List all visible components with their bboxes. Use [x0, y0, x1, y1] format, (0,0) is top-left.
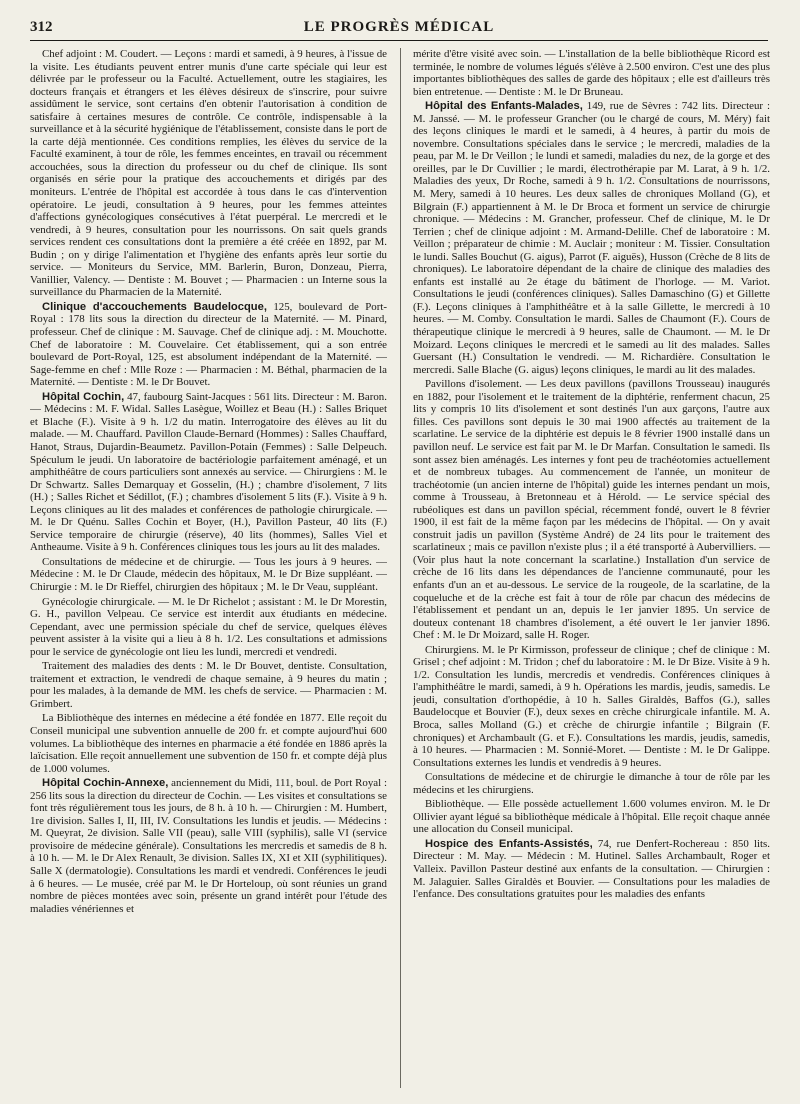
paragraph: Gynécologie chirurgicale. — M. le Dr Richelot ; assistant : M. le Dr Morestin, G. H., pavillon Velpeau. Ce service est interdit aux étudiants en médecine. Cependant, avec une permission spéciale du chef de service, quelques élèves peuvent assister à la visite qui a lieu à 8 h. 1/2. Les consultations et admissions pour le service de gynécologie ont lieu les lundi, mercredi et vendredi. [30, 595, 387, 658]
paragraph: Hôpital des Enfants-Malades, 149, rue de Sèvres : 742 lits. Directeur : M. Janssé. — M. le professeur Grancher (ou le chargé de cours, M. Méry) fait des leçons cliniques le mardi et le samedi, à 4 heures, à partir du mois de novembre. Consultations spéciales dans le service ; le mercredi, maladies de la peau, par M. le Dr Veillon ; le lundi et samedi, maladies du nez, de la gorge et des oreilles, par le Dr Cuvillier ; le mardi, électrothérapie par M. Larat, à 9 h. 1/2. Maladies des yeux, Dr Roche, samedi à 9 h. 1/2. Consultations de nourrissons, M. Mery, samedi à 10 heures. Les deux salles de chroniques Molland (G), et Bilgrain (F.) appartiennent à M. le Dr Broca et forment un service de chirurgie chronique. — Médecins : M. Grancher, professeur. Chef de clinique, M. le Dr Terrien ; chef de clinique adjoint : M. Armand-Delille. Chef de laboratoire : M. Veillon ; préparateur de chimie : M. Auclair ; moniteur : M. Tissier. Consultation le lundi. Salles Bouchut (G. aigus), Parrot (F. aiguës), Husson (Crèche de 8 lits de chroniques). Le laboratoire dépendant de la chaire de clinique des maladies des enfants est installé au 2e étage du bâtiment de l'horloge. — M. Variot. Consultations le jeudi (conférences cliniques). Salles Damaschino (G) et Gillette (F.). Leçons cliniques à l'amphithéâtre et à la salle Gillette, le mercredi à 10 heures. — M. Comby. Consultation le mardi. Salles de Chaumont (F.). Cours de thérapeutique clinique le mercredi à 9 heures, salle de Chaumont. — M. le Dr Moizard. Leçons cliniques le mercredi et le samedi au lit des malades. Salles Guersant (H.) Consultation le vendredi. — M. Richardière. Consultation le mercredi. Salle Blache (G. aigus) leçons cliniques, le mardi au lit des malades. [413, 100, 770, 376]
paragraph: Consultations de médecine et de chirurgie le dimanche à tour de rôle par les médecins et les chirurgiens. [413, 771, 770, 796]
text-columns [30, 48, 770, 1092]
paragraph: Chirurgiens. M. le Pr Kirmisson, professeur de clinique ; chef de clinique : M. Grisel ; chef adjoint : M. Tridon ; chef du laboratoire : M. le Dr Bize. Visite à 9 h. 1/2. Consultation les lundis, mercredis et vendredis. Conférences cliniques à l'amphithéâtre le mardi, samedi, à 9 h. Opérations les mardis, jeudis, samedis. Le jeudi, consultation d'orthopédie, à 10 h. Salles Giraldès, Baffos (G.), salles Baudelocque et Bouvier (F.), deux sexes en crèche chirurgicale infantile. M. A. Broca, salles Molland (G.) et crèche de chirurgie infantile ; Bilgrain (F. chroniques) et Archambault (G. et F.). Consultations les mardis, jeudis, samedis, à 10 heures. — Pharmacien : M. Sonnié-Moret. — Dentiste : M. le Dr Galippe. Consultations externes les lundis et vendredis à 9 heures. [413, 643, 770, 769]
right-column [413, 48, 770, 1092]
paragraph: Consultations de médecine et de chirurgie. — Tous les jours à 9 heures. — Médecine : M. le Dr Claude, médecin des hôpitaux, M. le Dr Bize suppléant. — Chirurgie : M. le Dr Rieffel, chirurgien des hôpitaux ; M. le Dr Veau, suppléant. [30, 555, 387, 593]
paragraph: Hôpital Cochin, 47, faubourg Saint-Jacques : 561 lits. Directeur : M. Baron. — Médecins : M. F. Widal. Salles Lasègue, Woillez et Beau (H.) : Salles Briquet et Blache (F.). Visite à 9 h. 1/2 du matin. Interrogatoire des élèves au lit du malade. — M. Chauffard. Pavillon Claude-Bernard (Hommes) : Salles Chauffard, Hanot, Straus, Dujardin-Beaumetz. Pavillon-Potain (Femmes) : Salle Delpeuch. Spéculum le jeudi. Un laboratoire de bactériologie parfaitement aménagé, et un amphithéâtre de cours particuliers sont annexés au service. — Chirurgiens : M. le Dr Schwartz. Salles Demarquay et Gosselin, (H.) ; chambre d'isolement, 7 lits (H.) ; Salles Richet et Sédillot, (F.) ; chambres d'isolement 5 lits (F.). Visite à 9 h. Leçons cliniques au lit des malades et conférences de pathologie chirurgicale. — M. le Dr Quénu. Salles Cochin et Boyer, (H.), Pavillon Pasteur, 40 lits (F.) Service temporaire de chirurgie (réserve), 40 lits (hommes), Salles Viel et Antheaume. Visite à 9 h. Conférences cliniques tous les jours au lit des malades. [30, 390, 387, 554]
page-number: 312 [30, 18, 53, 35]
paragraph: Pavillons d'isolement. — Les deux pavillons (pavillons Trousseau) inaugurés en 1882, pour l'isolement et le traitement de la diphtérie, renferment chacun, 25 lits y compris 10 lits d'isolement et sont destinés l'un aux garçons, l'autre aux filles. Ces pavillons sont depuis le 30 mai 1900 affectés au traitement de la scarlatine. Le service de la diphtérie est depuis le 8 février 1900 installé dans un pavillon neuf. Le service est fait par M. le Dr Marfan. Consultation le samedi. Ils sont assez bien aménagés. Les internes y font peu de trachéotomies actuellement et de nombreux tubages. Au commencement de l'année, un moniteur de trachéotomie (un ancien interne de l'hôpital) guide les internes pendant un mois, comme à Trousseau, à Bretonneau et à Hérold. — Le service spécial des rubéoliques est dans un pavillon spécial, récemment fondé, ouvert le 8 février 1900, il est fait de la même façon par les médecins de l'hôpital. — On y avait construit jadis un pavillon (Système André) de 24 lits pour le traitement des scarlatineux ; mais ce pavillon n'existe plus ; il a été transporté à Aubervilliers. — (Voir plus haut la note concernant la scarlatine.) Installation d'un service de crèche de 16 lits dans les dépendances de l'ancienne communauté, pour les enfants d'un an et au-dessous. Le service de la rougeole, de la scarlatine, de la coqueluche et de la crèche est fait à tour de rôle par chacun des médecins de l'établissement et pendant un an, depuis le 1er janvier 1895. Un service de douteux contenant 18 chambres d'isolement, a été ouvert le 1er janvier 1896. Chef : M. le Dr Moizard, salle H. Roger. [413, 378, 770, 642]
section-heading: Clinique d'accouchements Baudelocque, [42, 300, 267, 313]
paragraph: Hospice des Enfants-Assistés, 74, rue Denfert-Rochereau : 850 lits. Directeur : M. May. — Médecin : M. Hutinel. Salles Archambault, Roger et Valleix. Pavillon Pasteur destiné aux enfants de la consultation. — Chirurgien : M. Jalaguier. Salles Giraldès et Bouvier. — Consultations pour les maladies de l'enfance. Des consultations gratuites pour les maladies des enfants [413, 837, 770, 901]
paragraph: mérite d'être visité avec soin. — L'installation de la belle bibliothèque Ricord est terminée, le nombre de volumes légués s'élève à 2.500 environ. C'est une des plus importantes bibliothèques des salles de garde des hôpitaux ; elle est d'ailleurs très bien entretenue. — Dentiste : M. le Dr Bruneau. [413, 48, 770, 98]
paragraph: Clinique d'accouchements Baudelocque, 125, boulevard de Port-Royal : 178 lits sous la direction du directeur de la Maternité. — M. Pinard, professeur. Chef de clinique : M. Sauvage. Chef de clinique adj. : M. Mouchotte. Chef de laboratoire : M. Couvelaire. Cet établissement, qui a son entrée boulevard de Port-Royal, 125, est absolument indépendant de la Maternité. — Sage-femme en chef : Mlle Roze : — Pharmacien : M. Béthal, pharmacien de la Maternité. — Dentiste : M. le Dr Bouvet. [30, 300, 387, 389]
section-heading: Hôpital Cochin-Annexe, [42, 777, 169, 790]
paragraph: Traitement des maladies des dents : M. le Dr Bouvet, dentiste. Consultation, traitement et extraction, le vendredi de chaque semaine, à 9 heures du matin ; pour les malades, à la demande de MM. les chefs de service. — Pharmacien : M. Grimbert. [30, 660, 387, 710]
section-heading: Hospice des Enfants-Assistés, [425, 837, 593, 850]
paragraph: Chef adjoint : M. Coudert. — Leçons : mardi et samedi, à 9 heures, à l'issue de la visite. Les étudiants peuvent entrer munis d'une carte spéciale qui leur est délivrée par le professeur ou la Faculté. Actuellement, outre les stagiaires, les docteurs français et étrangers et les élèves désireux de s'inscrire, pour suivre assidûment le service, sont certains d'en obtenir l'autorisation à condition de satisfaire à certaines mesures de contrôle. Ce contrôle, indispensable à la surveillance et à la sécurité hygiénique de l'établissement, consiste dans le port de la carte déjà mentionnée. Ces conditions remplies, les élèves du service de la Faculté examinent, à tour de rôle, les femmes enceintes, en travail ou récemment accouchées, sous la direction du professeur ou du chef de clinique. Ils sont organisés en série pour la pratique des accouchements et dirigés par des moniteurs. L'entrée de l'hôpital est accordée à tous dans le cas d'intervention opératoire. Le jeudi, consultation à 9 heures, pour les femmes atteintes d'affections gynécologiques consécutives à l'état puerpéral. Le mercredi et le vendredi, à 9 heures, consultation pour les nourrissons. On sait quels grands services rendent ces consultations dont la première a été créée en 1892, par M. Budin ; on y dirige l'alimentation et l'hygiène des enfants après leur sortie du service. — Moniteurs du Service, MM. Barlerin, Buron, Donzeau, Pierra, Vanillier, Valency. — Dentiste : M. Bouvet ; — Pharmacien : un Interne sous la surveillance du Pharmacien de la Maternité. [30, 48, 387, 299]
paragraph: La Bibliothèque des internes en médecine a été fondée en 1877. Elle reçoit du Conseil municipal une subvention annuelle de 200 fr. et compte aujourd'hui 600 volumes. La bibliothèque des internes en pharmacie a été fondée en 1886 après la laïcisation. Elle reçoit annuellement une subvention de 150 fr. et compte déjà plus de 1.000 volumes. [30, 712, 387, 775]
section-heading: Hôpital Cochin, [42, 390, 125, 403]
page-header [30, 14, 768, 41]
journal-title: LE PROGRÈS MÉDICAL [303, 18, 495, 35]
left-column [30, 48, 387, 1092]
column-divider [400, 48, 401, 1088]
paragraph: Hôpital Cochin-Annexe, anciennement du Midi, 111, boul. de Port Royal : 256 lits sous la direction du directeur de Cochin. — Les visites et consultations se font très régulièrement tous les jours, de 8 h. à 10 h. — Chirurgien : M. Humbert, 1re division. Salles I, II, III, IV. Consultations les lundis et jeudis. — Médecins : M. Queyrat, 2e division. Salle VII (peau), salle VIII (syphilis), salle VI (service provisoire de médecine générale). Consultations les mercredis et samedis de 8 h. à 10 h. — M. le Dr Alex Renault, 3e division. Salles IX, XI et XII (syphilitiques). Salle X (dermatologie). Consultations les mardi et vendredi. Conférences le jeudi à 6 heures. — Le musée, créé par M. le Dr Horteloup, où sont réunies un grand nombre de pièces montées avec soin, présente un grand intérêt pour l'étude des maladies vénériennes et [30, 777, 387, 915]
section-heading: Hôpital des Enfants-Malades, [425, 100, 583, 113]
paragraph: Bibliothèque. — Elle possède actuellement 1.600 volumes environ. M. le Dr Ollivier ayant légué sa bibliothèque médicale à l'hôpital. Elle reçoit chaque année une allocation du Conseil municipal. [413, 798, 770, 836]
